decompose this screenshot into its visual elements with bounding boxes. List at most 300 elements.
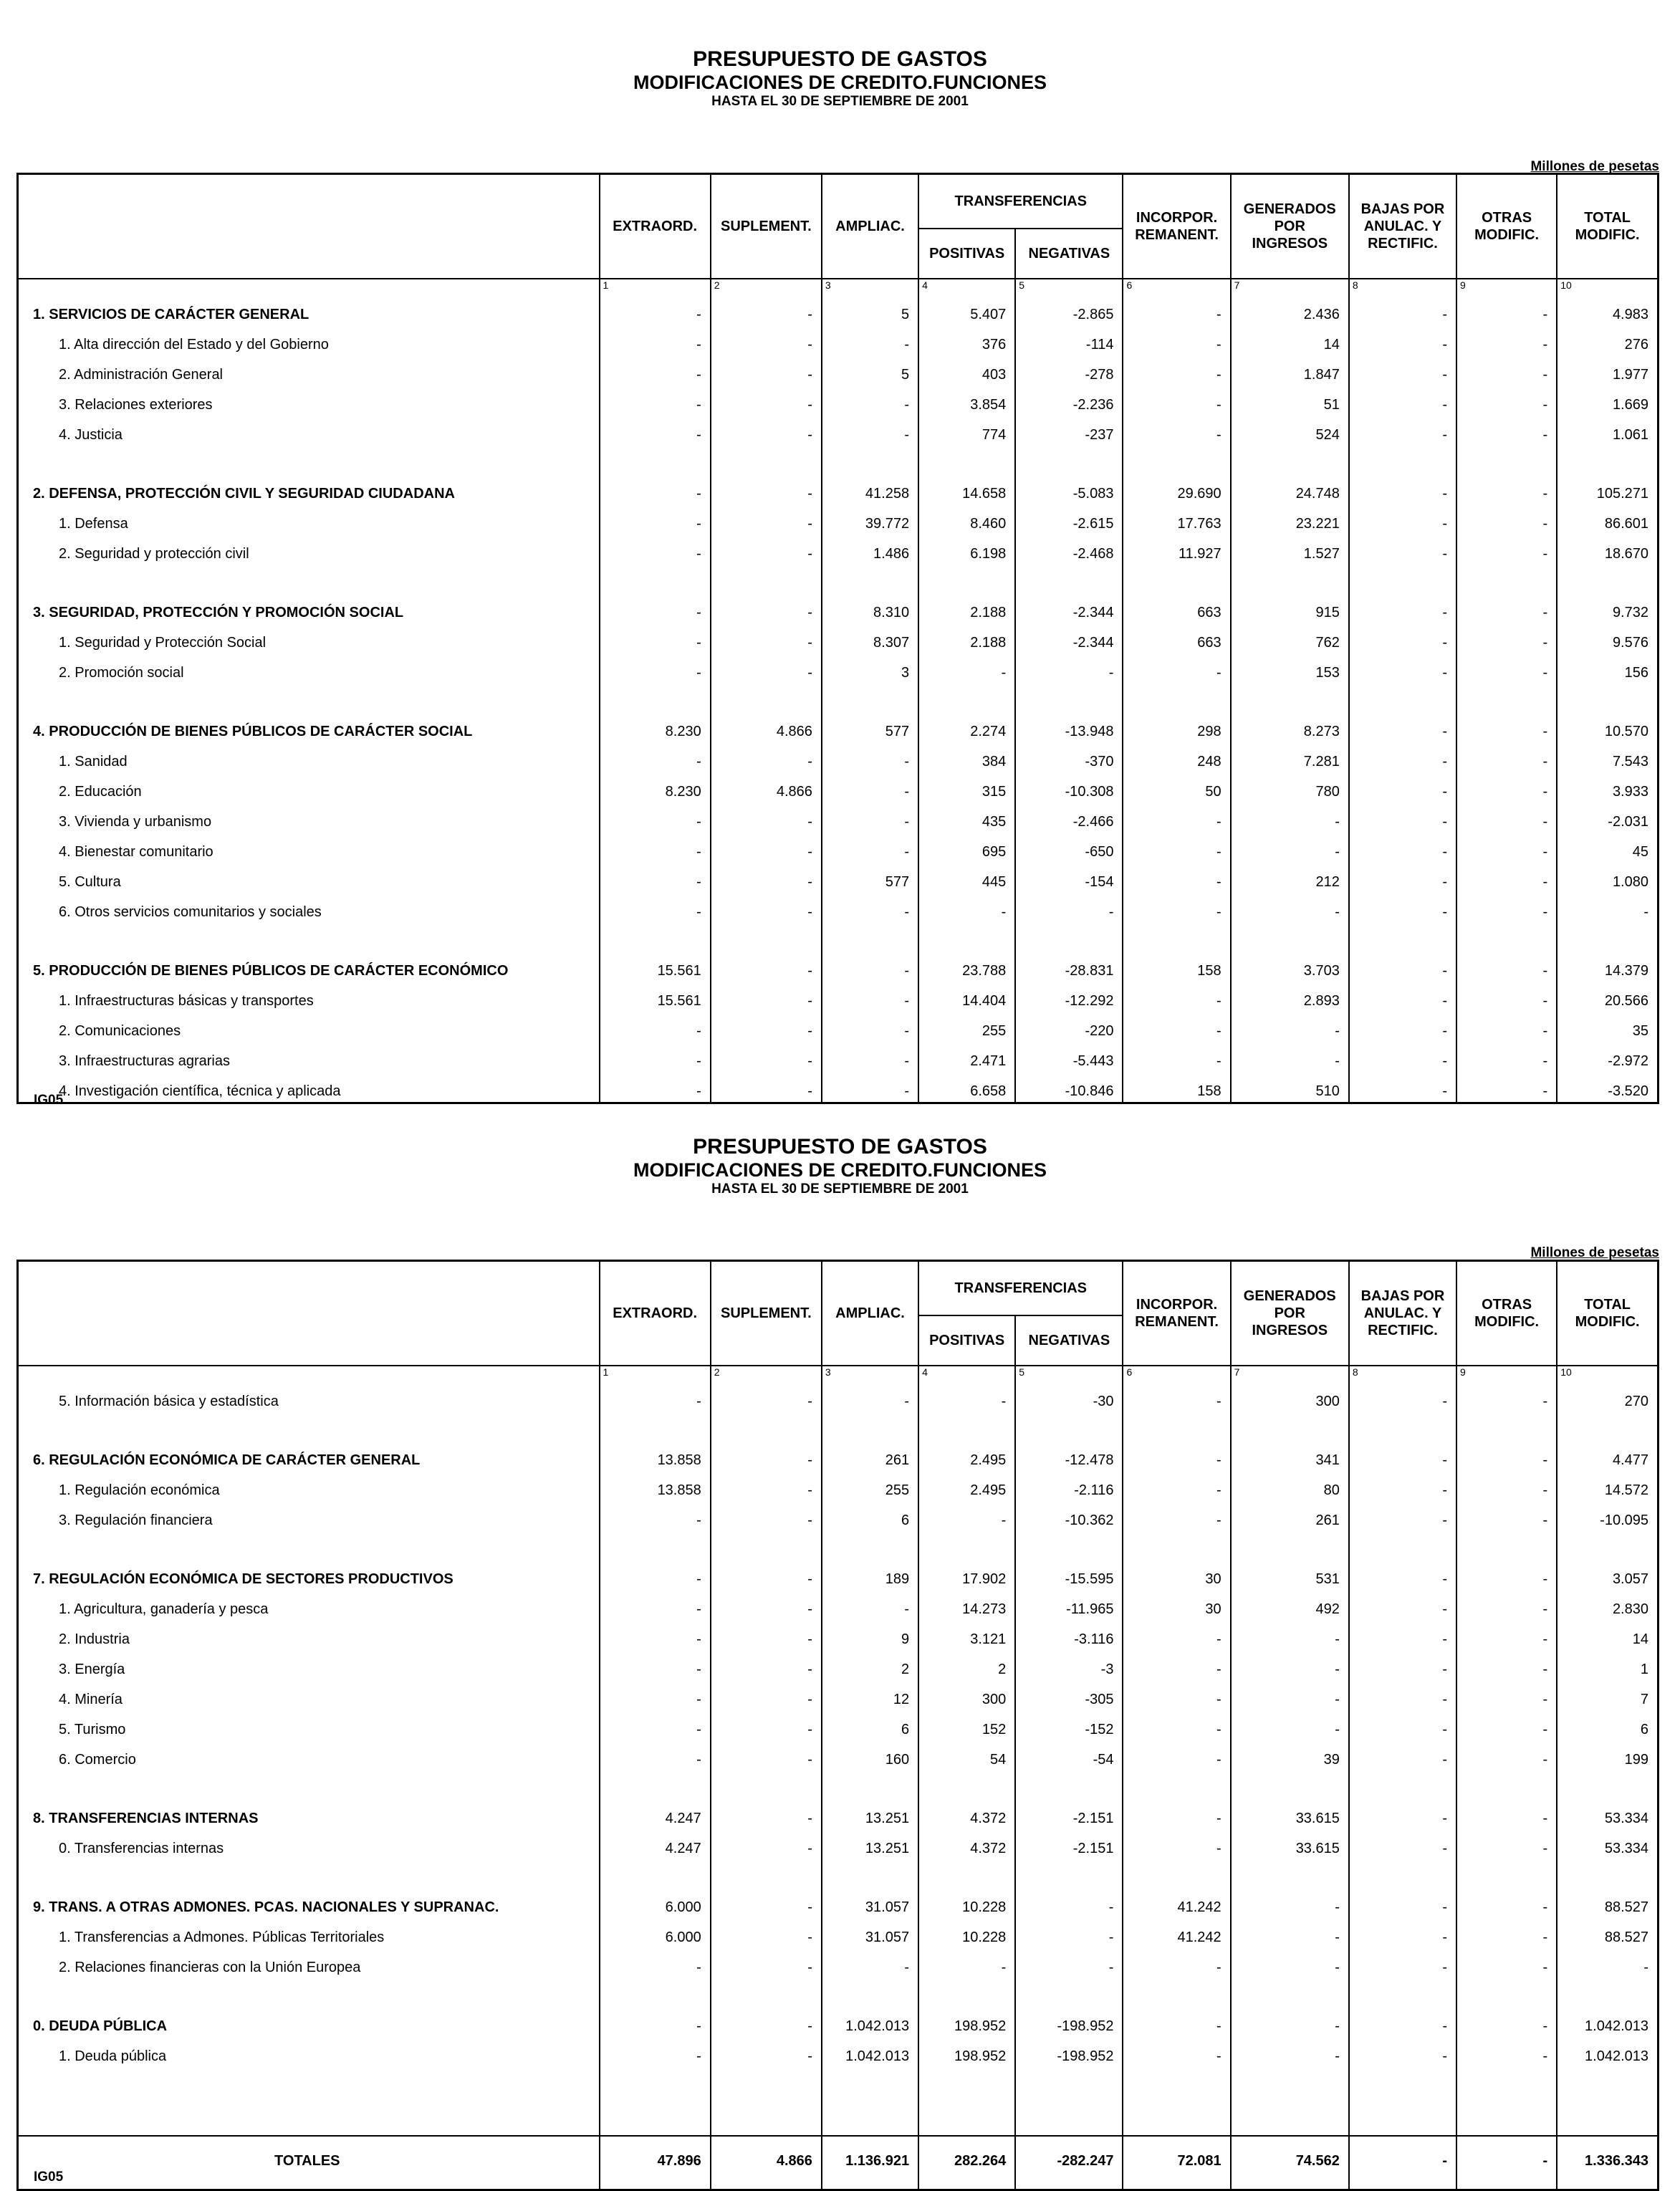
cell-value: - (822, 385, 918, 416)
cell-value: -2.468 (1015, 534, 1123, 565)
cell-value: - (1123, 1740, 1230, 1770)
cell-value: - (1456, 1382, 1557, 1412)
cell-value: - (600, 1680, 711, 1710)
cell-value: 2.436 (1231, 295, 1349, 325)
incorpor-header: INCORPOR. REMANENT. (1123, 174, 1230, 279)
cell-value: - (1349, 712, 1456, 742)
table-row (18, 1072, 1659, 1103)
cell-value: 2.471 (918, 1042, 1015, 1072)
filler-row (18, 2067, 1659, 2136)
table-row (18, 2037, 1659, 2067)
cell-value: 6 (822, 1710, 918, 1740)
spacer-row (18, 446, 1659, 474)
cell-value: - (711, 1012, 822, 1042)
total-value: 1.136.921 (822, 2136, 918, 2190)
page2-units: Millones de pesetas (1530, 1245, 1659, 1260)
cell-value: 8.307 (822, 623, 918, 653)
cell-value: - (1456, 325, 1557, 355)
cell-value: - (1456, 982, 1557, 1012)
cell-value: 577 (822, 712, 918, 742)
cell-value: - (600, 1501, 711, 1531)
page1-subtitle: MODIFICACIONES DE CREDITO.FUNCIONES (633, 72, 1047, 93)
cell-value: - (1349, 1590, 1456, 1620)
page1-title: PRESUPUESTO DE GASTOS (693, 47, 987, 71)
row-label: 1. SERVICIOS DE CARÁCTER GENERAL (18, 295, 600, 325)
cell-value: 531 (1231, 1560, 1349, 1590)
table-row (18, 1382, 1659, 1412)
row-label: 2. Administración General (18, 355, 600, 385)
totals-label: TOTALES (18, 2136, 600, 2190)
cell-value: - (600, 1650, 711, 1680)
cell-value: - (1456, 1829, 1557, 1859)
cell-value: 23.788 (918, 951, 1015, 982)
cell-value: -198.952 (1015, 2007, 1123, 2037)
cell-value: 53.334 (1557, 1799, 1658, 1829)
cell-value: - (1123, 416, 1230, 446)
cell-value: -15.595 (1015, 1560, 1123, 1590)
page1-title-block (0, 47, 1680, 110)
cell-value: 403 (918, 355, 1015, 385)
cell-value: - (711, 742, 822, 772)
cell-value: - (822, 951, 918, 982)
cell-value: - (1349, 295, 1456, 325)
cell-value: - (1349, 325, 1456, 355)
cell-value: - (1123, 1680, 1230, 1710)
cell-value: -114 (1015, 325, 1123, 355)
column-number: 2 (711, 279, 822, 295)
cell-value: - (1349, 1918, 1456, 1948)
cell-value: - (600, 1072, 711, 1103)
cell-value: - (1349, 1501, 1456, 1531)
cell-value: 12 (822, 1680, 918, 1710)
cell-value: - (1557, 1948, 1658, 1978)
cell-value: - (918, 1501, 1015, 1531)
cell-value: - (1349, 416, 1456, 446)
row-label: 3. Vivienda y urbanismo (18, 802, 600, 833)
cell-value: - (1231, 802, 1349, 833)
cell-value: 524 (1231, 416, 1349, 446)
cell-value: 261 (822, 1441, 918, 1471)
cell-value: 14 (1231, 325, 1349, 355)
column-number: 4 (918, 279, 1015, 295)
cell-value: - (600, 1012, 711, 1042)
table-row (18, 863, 1659, 893)
row-label: 5. Información básica y estadística (18, 1382, 600, 1412)
bajas-header: BAJAS POR ANULAC. Y RECTIFIC. (1349, 1261, 1456, 1366)
cell-value: 4.372 (918, 1799, 1015, 1829)
cell-value: -2.344 (1015, 593, 1123, 623)
cell-value: 780 (1231, 772, 1349, 802)
cell-value: 156 (1557, 653, 1658, 684)
cell-value: - (1456, 951, 1557, 982)
cell-value: 88.527 (1557, 1888, 1658, 1918)
cell-value: 376 (918, 325, 1015, 355)
cell-value: - (711, 1740, 822, 1770)
cell-value: 10.228 (918, 1918, 1015, 1948)
cell-value: - (1349, 1012, 1456, 1042)
cell-value: 510 (1231, 1072, 1349, 1103)
cell-value: - (1349, 355, 1456, 385)
cell-value: 29.690 (1123, 474, 1230, 504)
cell-value: - (600, 1560, 711, 1590)
cell-value: - (1349, 1948, 1456, 1978)
cell-value: - (1456, 416, 1557, 446)
cell-value: - (711, 1799, 822, 1829)
cell-value: - (1123, 1471, 1230, 1501)
column-number: 6 (1123, 1366, 1230, 1382)
row-label: 6. Otros servicios comunitarios y sociales (18, 893, 600, 923)
cell-value: 2.274 (918, 712, 1015, 742)
row-label: 2. Comunicaciones (18, 1012, 600, 1042)
cell-value: - (600, 474, 711, 504)
cell-value: - (822, 1382, 918, 1412)
cell-value: 255 (918, 1012, 1015, 1042)
cell-value: - (1456, 1650, 1557, 1680)
cell-value: - (1231, 2007, 1349, 2037)
cell-value: 160 (822, 1740, 918, 1770)
cell-value: 695 (918, 833, 1015, 863)
row-label: 1. Defensa (18, 504, 600, 534)
cell-value: 14 (1557, 1620, 1658, 1650)
spacer-row (18, 1770, 1659, 1799)
cell-value: - (918, 893, 1015, 923)
row-label: 6. REGULACIÓN ECONÓMICA DE CARÁCTER GENERAL (18, 1441, 600, 1471)
table-row (18, 416, 1659, 446)
cell-value: 3.933 (1557, 772, 1658, 802)
cell-value: - (1456, 893, 1557, 923)
cell-value: - (1456, 295, 1557, 325)
cell-value: - (1231, 833, 1349, 863)
cell-value: - (1231, 1918, 1349, 1948)
cell-value: - (1456, 1560, 1557, 1590)
row-label: 0. Transferencias internas (18, 1829, 600, 1859)
column-number: 9 (1456, 279, 1557, 295)
cell-value: - (600, 653, 711, 684)
table-row (18, 982, 1659, 1012)
cell-value: - (600, 593, 711, 623)
cell-value: 3.121 (918, 1620, 1015, 1650)
cell-value: 33.615 (1231, 1829, 1349, 1859)
cell-value: -154 (1015, 863, 1123, 893)
page2-subtitle: MODIFICACIONES DE CREDITO.FUNCIONES (633, 1159, 1047, 1181)
row-label: 5. Cultura (18, 863, 600, 893)
cell-value: - (711, 1888, 822, 1918)
cell-value: 1.669 (1557, 385, 1658, 416)
cell-value: - (918, 1948, 1015, 1978)
cell-value: 5 (822, 295, 918, 325)
cell-value: 35 (1557, 1012, 1658, 1042)
cell-value: 2 (822, 1650, 918, 1680)
cell-value: 7 (1557, 1680, 1658, 1710)
cell-value: 11.927 (1123, 534, 1230, 565)
cell-value: 31.057 (822, 1888, 918, 1918)
row-label: 4. Bienestar comunitario (18, 833, 600, 863)
cell-value: 4.372 (918, 1829, 1015, 1859)
cell-value: - (600, 2037, 711, 2067)
cell-value: - (918, 1382, 1015, 1412)
cell-value: 152 (918, 1710, 1015, 1740)
cell-value: -12.292 (1015, 982, 1123, 1012)
cell-value: - (918, 653, 1015, 684)
cell-value: 1.080 (1557, 863, 1658, 893)
page1-table (16, 173, 1659, 1104)
generados-header: GENERADOS POR INGRESOS (1231, 174, 1349, 279)
cell-value: -11.965 (1015, 1590, 1123, 1620)
table-row (18, 534, 1659, 565)
cell-value: -3.520 (1557, 1072, 1658, 1103)
cell-value: 7.543 (1557, 742, 1658, 772)
cell-value: -2.151 (1015, 1799, 1123, 1829)
cell-value: -13.948 (1015, 712, 1123, 742)
cell-value: - (1123, 1948, 1230, 1978)
table-row (18, 593, 1659, 623)
column-number: 8 (1349, 1366, 1456, 1382)
table-row (18, 1042, 1659, 1072)
spacer-row (18, 1412, 1659, 1441)
cell-value: 2.495 (918, 1441, 1015, 1471)
positivas-header: POSITIVAS (918, 1315, 1015, 1366)
table-row (18, 504, 1659, 534)
spacer-row (18, 684, 1659, 712)
row-label: 4. Justicia (18, 416, 600, 446)
cell-value: - (1349, 593, 1456, 623)
cell-value: -28.831 (1015, 951, 1123, 982)
cell-value: - (1456, 534, 1557, 565)
cell-value: 2 (918, 1650, 1015, 1680)
cell-value: - (1456, 1740, 1557, 1770)
row-label: 1. Transferencias a Admones. Públicas Territoriales (18, 1918, 600, 1948)
cell-value: - (1231, 1620, 1349, 1650)
cell-value: - (1349, 893, 1456, 923)
cell-value: - (1349, 474, 1456, 504)
cell-value: - (1349, 1740, 1456, 1770)
total-value: - (1456, 2136, 1557, 2190)
cell-value: 577 (822, 863, 918, 893)
cell-value: - (822, 1072, 918, 1103)
cell-value: - (1456, 385, 1557, 416)
cell-value: 1.042.013 (822, 2037, 918, 2067)
cell-value: 4.477 (1557, 1441, 1658, 1471)
cell-value: -278 (1015, 355, 1123, 385)
generados-header: GENERADOS POR INGRESOS (1231, 1261, 1349, 1366)
table-row (18, 474, 1659, 504)
cell-value: - (1123, 802, 1230, 833)
column-number: 5 (1015, 1366, 1123, 1382)
cell-value: - (1456, 1072, 1557, 1103)
cell-value: -2.344 (1015, 623, 1123, 653)
cell-value: - (711, 653, 822, 684)
cell-value: - (822, 1012, 918, 1042)
cell-value: 80 (1231, 1471, 1349, 1501)
cell-value: -10.846 (1015, 1072, 1123, 1103)
spacer-row (18, 923, 1659, 951)
cell-value: - (600, 893, 711, 923)
row-label: 2. Seguridad y protección civil (18, 534, 600, 565)
cell-value: - (711, 534, 822, 565)
cell-value: 3.057 (1557, 1560, 1658, 1590)
column-number: 1 (600, 1366, 711, 1382)
cell-value: - (711, 385, 822, 416)
row-label: 4. Investigación científica, técnica y aplicada (18, 1072, 600, 1103)
cell-value: 23.221 (1231, 504, 1349, 534)
cell-value: - (600, 1042, 711, 1072)
row-label: 1. Agricultura, ganadería y pesca (18, 1590, 600, 1620)
column-number-row (18, 279, 1659, 295)
cell-value: 8.230 (600, 712, 711, 742)
page1-units: Millones de pesetas (1530, 159, 1659, 174)
column-number-row (18, 1366, 1659, 1382)
cell-value: 9 (822, 1620, 918, 1650)
cell-value: 50 (1123, 772, 1230, 802)
cell-value: 5.407 (918, 295, 1015, 325)
row-label: 1. Seguridad y Protección Social (18, 623, 600, 653)
cell-value: - (1231, 1650, 1349, 1680)
row-label: 8. TRANSFERENCIAS INTERNAS (18, 1799, 600, 1829)
page2-code: IG05 (34, 2170, 64, 2185)
cell-value: 6 (1557, 1710, 1658, 1740)
cell-value: 663 (1123, 623, 1230, 653)
cell-value: - (1123, 1650, 1230, 1680)
cell-value: - (1456, 593, 1557, 623)
cell-value: 8.273 (1231, 712, 1349, 742)
total-value: 72.081 (1123, 2136, 1230, 2190)
cell-value: - (1349, 951, 1456, 982)
cell-value: - (1349, 1680, 1456, 1710)
cell-value: -3.116 (1015, 1620, 1123, 1650)
total-value: 4.866 (711, 2136, 822, 2190)
page2-date: HASTA EL 30 DE SEPTIEMBRE DE 2001 (711, 1181, 969, 1197)
row-label: 3. SEGURIDAD, PROTECCIÓN Y PROMOCIÓN SOCIAL (18, 593, 600, 623)
bajas-header: BAJAS POR ANULAC. Y RECTIFIC. (1349, 174, 1456, 279)
cell-value: 774 (918, 416, 1015, 446)
table-row (18, 772, 1659, 802)
cell-value: - (1123, 385, 1230, 416)
cell-value: 663 (1123, 593, 1230, 623)
cell-value: - (711, 1382, 822, 1412)
cell-value: 105.271 (1557, 474, 1658, 504)
cell-value: - (1456, 355, 1557, 385)
cell-value: - (1349, 504, 1456, 534)
cell-value: - (1349, 2037, 1456, 2067)
cell-value: - (711, 1680, 822, 1710)
cell-value: - (1456, 623, 1557, 653)
cell-value: 1.847 (1231, 355, 1349, 385)
cell-value: 1.042.013 (822, 2007, 918, 2037)
cell-value: - (600, 325, 711, 355)
cell-value: 13.858 (600, 1441, 711, 1471)
cell-value: - (711, 982, 822, 1012)
cell-value: - (1349, 1441, 1456, 1471)
cell-value: 15.561 (600, 982, 711, 1012)
cell-value: - (1349, 772, 1456, 802)
cell-value: 4.866 (711, 772, 822, 802)
cell-value: - (1231, 1042, 1349, 1072)
cell-value: 3.854 (918, 385, 1015, 416)
desc-header (18, 1261, 600, 1366)
cell-value: - (1123, 355, 1230, 385)
column-number: 3 (822, 279, 918, 295)
cell-value: - (1231, 1012, 1349, 1042)
column-number: 3 (822, 1366, 918, 1382)
cell-value: - (600, 1382, 711, 1412)
row-label: 1. Infraestructuras básicas y transportes (18, 982, 600, 1012)
extraord-header: EXTRAORD. (600, 174, 711, 279)
cell-value: - (600, 504, 711, 534)
cell-value: 1.042.013 (1557, 2037, 1658, 2067)
table-row (18, 1590, 1659, 1620)
cell-value: - (1456, 1441, 1557, 1471)
suplement-header: SUPLEMENT. (711, 1261, 822, 1366)
cell-value: 6.658 (918, 1072, 1015, 1103)
cell-value: - (1123, 1382, 1230, 1412)
table-row (18, 893, 1659, 923)
cell-value: 1.977 (1557, 355, 1658, 385)
cell-value: -54 (1015, 1740, 1123, 1770)
cell-value: - (711, 474, 822, 504)
cell-value: - (1456, 474, 1557, 504)
cell-value: - (1123, 1441, 1230, 1471)
cell-value: - (1123, 1012, 1230, 1042)
cell-value: -220 (1015, 1012, 1123, 1042)
cell-value: 8.310 (822, 593, 918, 623)
cell-value: - (711, 833, 822, 863)
cell-value: - (1456, 712, 1557, 742)
cell-value: - (1349, 742, 1456, 772)
cell-value: 30 (1123, 1560, 1230, 1590)
cell-value: 435 (918, 802, 1015, 833)
cell-value: 189 (822, 1560, 918, 1590)
cell-value: - (1349, 653, 1456, 684)
cell-value: - (1123, 1042, 1230, 1072)
cell-value: - (1015, 893, 1123, 923)
totals-row (18, 2136, 1659, 2190)
cell-value: - (600, 355, 711, 385)
table-row (18, 653, 1659, 684)
cell-value: 153 (1231, 653, 1349, 684)
cell-value: 18.670 (1557, 534, 1658, 565)
cell-value: 10.570 (1557, 712, 1658, 742)
table-row (18, 2007, 1659, 2037)
spacer-row (18, 1978, 1659, 2007)
cell-value: - (711, 951, 822, 982)
cell-value: 14.273 (918, 1590, 1015, 1620)
table-row (18, 1650, 1659, 1680)
cell-value: -2.972 (1557, 1042, 1658, 1072)
table-row (18, 623, 1659, 653)
extraord-header: EXTRAORD. (600, 1261, 711, 1366)
cell-value: 14.379 (1557, 951, 1658, 982)
suplement-header: SUPLEMENT. (711, 174, 822, 279)
row-label: 3. Infraestructuras agrarias (18, 1042, 600, 1072)
column-number: 9 (1456, 1366, 1557, 1382)
row-label: 1. Deuda pública (18, 2037, 600, 2067)
cell-value: - (711, 1620, 822, 1650)
cell-value: - (600, 833, 711, 863)
cell-value: - (1015, 1888, 1123, 1918)
table-row (18, 1740, 1659, 1770)
cell-value: -2.466 (1015, 802, 1123, 833)
cell-value: - (1015, 1918, 1123, 1948)
cell-value: - (1123, 325, 1230, 355)
table-row (18, 1799, 1659, 1829)
cell-value: - (600, 534, 711, 565)
cell-value: -3 (1015, 1650, 1123, 1680)
total-header: TOTAL MODIFIC. (1557, 1261, 1658, 1366)
cell-value: -30 (1015, 1382, 1123, 1412)
cell-value: -2.236 (1015, 385, 1123, 416)
cell-value: 248 (1123, 742, 1230, 772)
cell-value: 1.486 (822, 534, 918, 565)
